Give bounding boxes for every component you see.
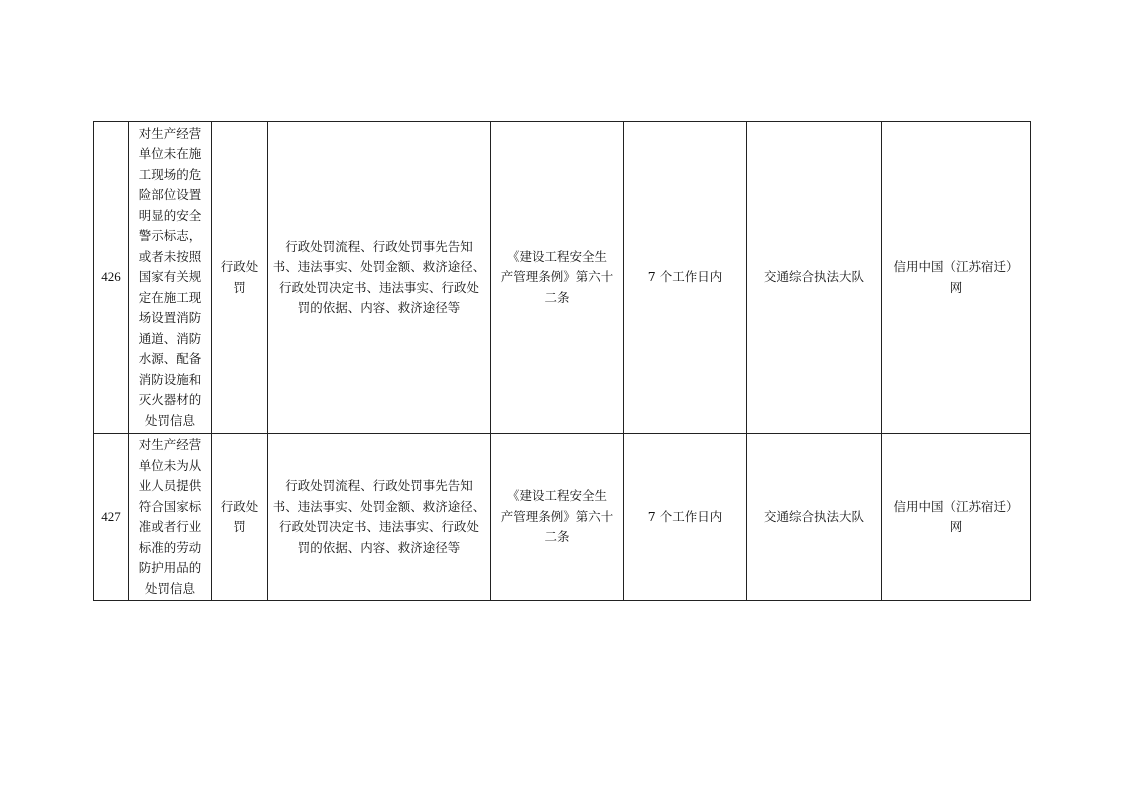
department-cell: 交通综合执法大队 xyxy=(747,122,882,434)
item-name-cell: 对生产经营 单位未为从 业人员提供 符合国家标 准或者行业 标准的劳动 防护用品的 处罚信息 xyxy=(129,434,212,601)
time-limit-cell: 7 个工作日内 xyxy=(624,434,747,601)
content-cell: 行政处罚流程、行政处罚事先告知 书、违法事实、处罚金额、救济途径、 行政处罚决定书、违法事实、行政处 罚的依据、内容、救济途径等 xyxy=(268,122,491,434)
basis-cell: 《建设工程安全生 产管理条例》第六十 二条 xyxy=(491,434,624,601)
category-cell: 行政处 罚 xyxy=(212,434,268,601)
content-cell: 行政处罚流程、行政处罚事先告知 书、违法事实、处罚金额、救济途径、 行政处罚决定书、违法事实、行政处 罚的依据、内容、救济途径等 xyxy=(268,434,491,601)
department-cell: 交通综合执法大队 xyxy=(747,434,882,601)
time-limit-cell: 7 个工作日内 xyxy=(624,122,747,434)
disclosure-table xyxy=(93,121,1031,601)
channel-cell: 信用中国（江苏宿迁） 网 xyxy=(882,122,1031,434)
item-name-cell: 对生产经营 单位未在施 工现场的危 险部位设置 明显的安全 警示标志， 或者未按照 国家有关规 定在施工现 场设置消防 通道、消防 水源、配备 消防设施和 灭火器材的 处罚信息 xyxy=(129,122,212,434)
table-row xyxy=(94,122,1031,434)
table-row xyxy=(94,434,1031,601)
category-cell: 行政处 罚 xyxy=(212,122,268,434)
row-number: 426 xyxy=(94,122,129,434)
row-number: 427 xyxy=(94,434,129,601)
basis-cell: 《建设工程安全生 产管理条例》第六十 二条 xyxy=(491,122,624,434)
channel-cell: 信用中国（江苏宿迁） 网 xyxy=(882,434,1031,601)
